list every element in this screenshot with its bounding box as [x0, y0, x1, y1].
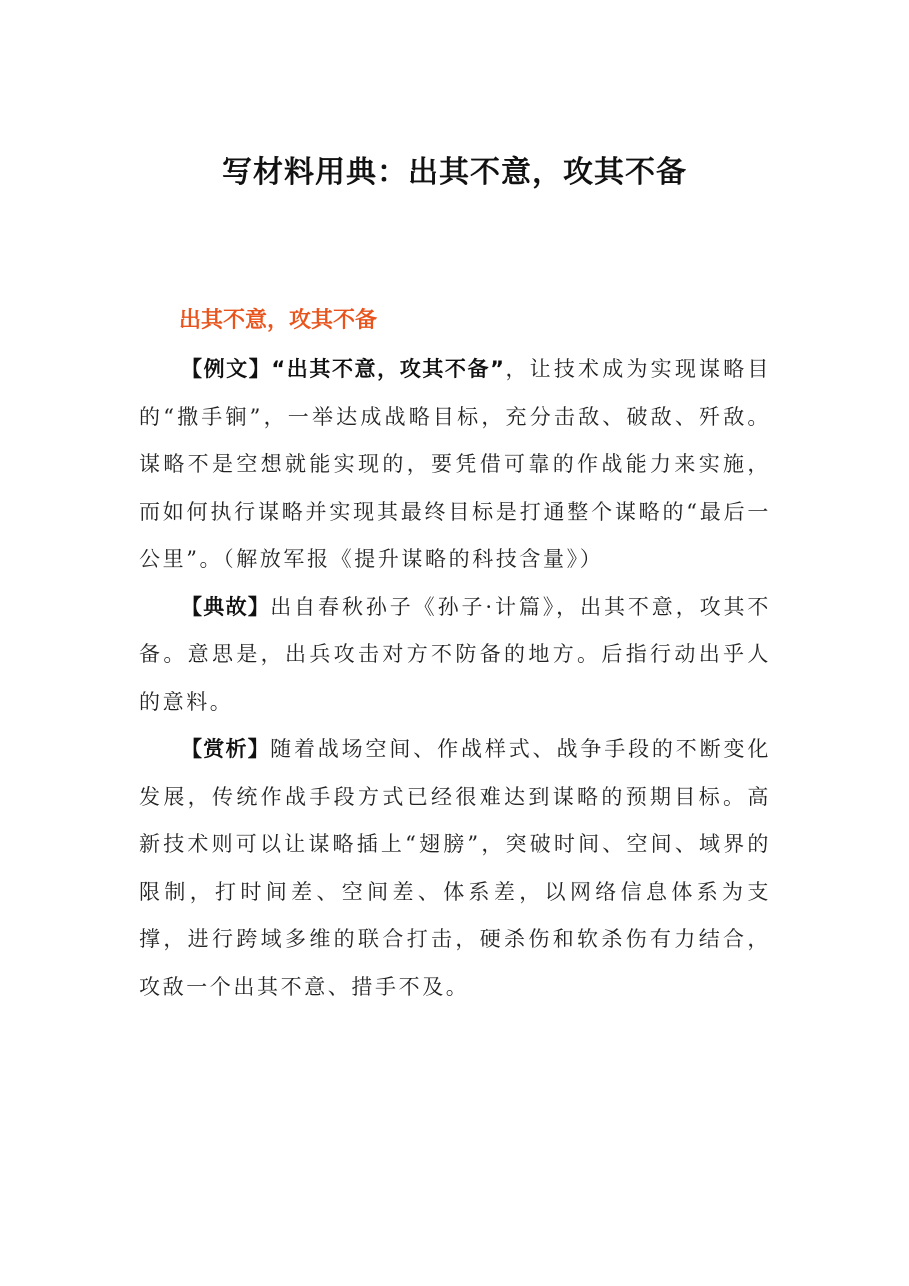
allusion-paragraph	[139, 584, 771, 727]
example-tag: 【例文】	[181, 357, 272, 381]
section-heading: 出其不意，攻其不备	[179, 308, 378, 333]
page-title: 写材料用典：出其不意，攻其不备	[222, 155, 687, 190]
example-text: ，让技术成为实现谋略目的“撒手锏”，一举达成战略目标，充分击敌、破敌、歼敌。谋略不是空想就能实现的，要凭借可靠的作战能力来实施，而如何执行谋略并实现其最终目标是打通整个谋略的“最后一公里”。（解放军报《提升谋略的科技含量》）	[139, 357, 771, 571]
appreciation-tag: 【赏析】	[181, 737, 271, 761]
appreciation-paragraph	[139, 726, 771, 1011]
allusion-tag: 【典故】	[181, 594, 271, 619]
appreciation-text: 随着战场空间、作战样式、战争手段的不断变化发展，传统作战手段方式已经很难达到谋略的预期目标。高新技术则可以让谋略插上“翅膀”，突破时间、空间、域界的限制，打时间差、空间差、体系差，以网络信息体系为支撑，进行跨域多维的联合打击，硬杀伤和软杀伤有力结合，攻敌一个出其不意、措手不及。	[139, 737, 772, 999]
example-quote: “出其不意，攻其不备”	[271, 357, 505, 381]
article-body	[139, 346, 771, 1011]
example-paragraph	[139, 346, 771, 584]
allusion-text: 出自春秋孙子《孙子·计篇》，出其不意，攻其不备。意思是，出兵攻击对方不防备的地方。后指行动出乎人的意料。	[139, 594, 772, 714]
